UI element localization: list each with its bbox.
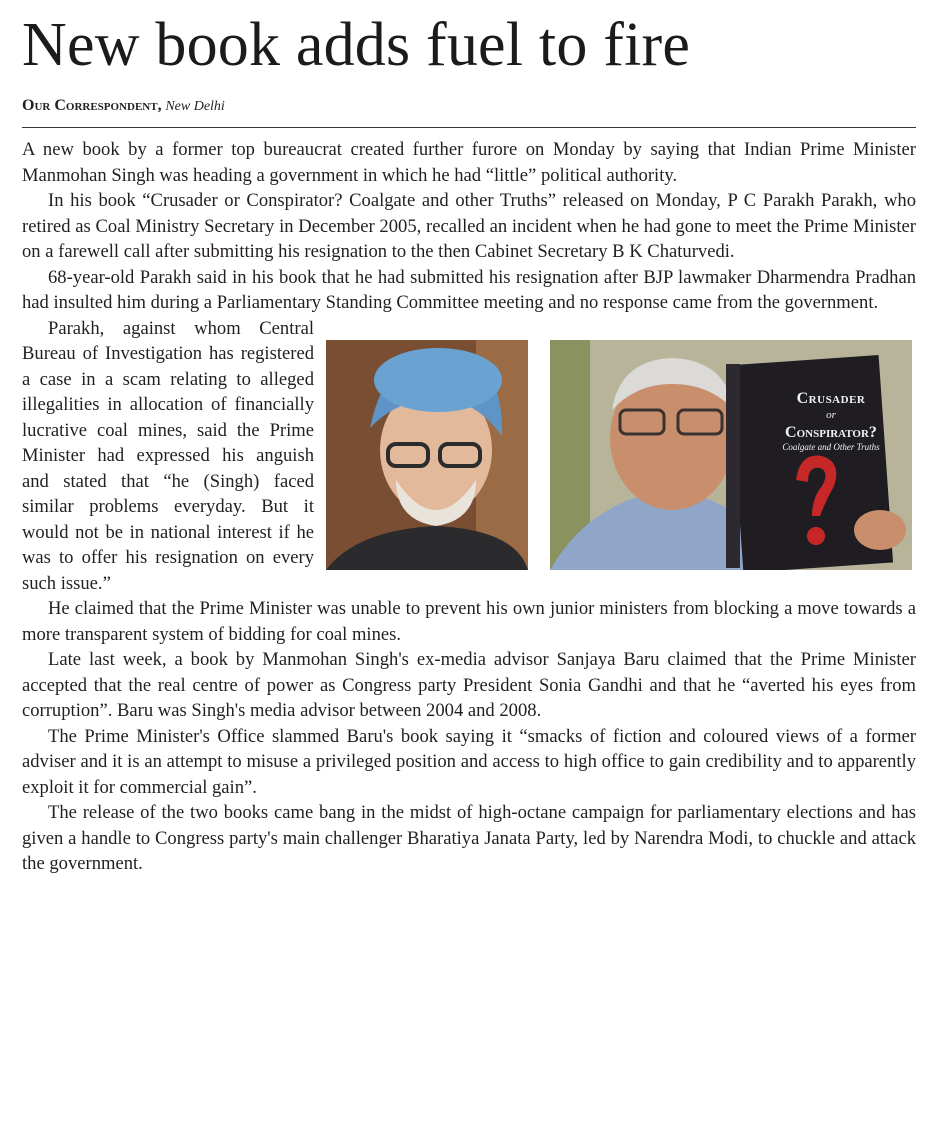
article-body (22, 137, 916, 877)
paragraph: The release of the two books came bang in the midst of high-octane campaign for parliamentary elections and has given a handle to Congress party's main challenger Bharatiya Janata Party, led by Narendra Modi, to chuckle and attack the government. (22, 802, 916, 874)
paragraph: Late last week, a book by Manmohan Singh's ex-media advisor Sanjaya Baru claimed that the Prime Minister accepted that the real centre of power as Congress party President Sonia Gandhi and that he “averted his eyes from corruption”. Baru was Singh's media advisor between 2004 and 2008. (22, 649, 916, 721)
portrait-turban-man (326, 340, 528, 570)
photo-group (326, 318, 916, 576)
photo-manmohan-singh (326, 340, 528, 570)
book-title-line3: Conspirator? (785, 423, 877, 441)
paragraph: 68-year-old Parakh said in his book that he had submitted his resignation after BJP lawmaker Dharmendra Pradhan had insulted him during a Parliamentary Standing Committee meeting and no response came from the government. (22, 266, 916, 313)
byline-location: New Delhi (165, 99, 225, 114)
byline-divider (22, 127, 916, 128)
paragraph: In his book “Crusader or Conspirator? Coalgate and other Truths” released on Monday, P C Parakh Parakh, who retired as Coal Ministry Secretary in December 2005, recalled an incident when he had gone to meet the Prime Minister on a farewell call after submitting his resignation to the then Cabinet Secretary B K Chaturvedi. (22, 190, 916, 262)
book-title-line1: Crusader (796, 389, 866, 407)
paragraph: A new book by a former top bureaucrat created further furore on Monday by saying that Indian Prime Minister Manmohan Singh was heading a government in which he had “little” political authority. (22, 139, 916, 186)
portrait-man-holding-book (550, 340, 912, 570)
byline (22, 96, 225, 117)
paragraph: He claimed that the Prime Minister was unable to prevent his own junior ministers from blocking a move towards a more transparent system of bidding for coal mines. (22, 598, 916, 645)
paragraph: Parakh, against whom Central Bureau of Investigation has registered a case in a scam relating to alleged illegalities in allocation of financially lucrative coal mines, said the Prime Minister had expressed his anguish and stated that “he (Singh) faced similar problems everyday. But it would not be in national interest if he was to offer his resignation on every such issue.” (22, 317, 314, 594)
byline-author: Our Correspondent, (22, 97, 162, 114)
book-title-line2: or (826, 408, 836, 421)
book-subtitle: Coalgate and Other Truths (782, 441, 880, 452)
photo-parakh-with-book (550, 340, 912, 570)
paragraph: The Prime Minister's Office slammed Baru's book saying it “smacks of fiction and coloured views of a former adviser and it is an attempt to misuse a privileged position and access to high office to gain credibility and to apparently exploit it for commercial gain”. (22, 725, 916, 798)
headline: New book adds fuel to fire (22, 11, 691, 79)
